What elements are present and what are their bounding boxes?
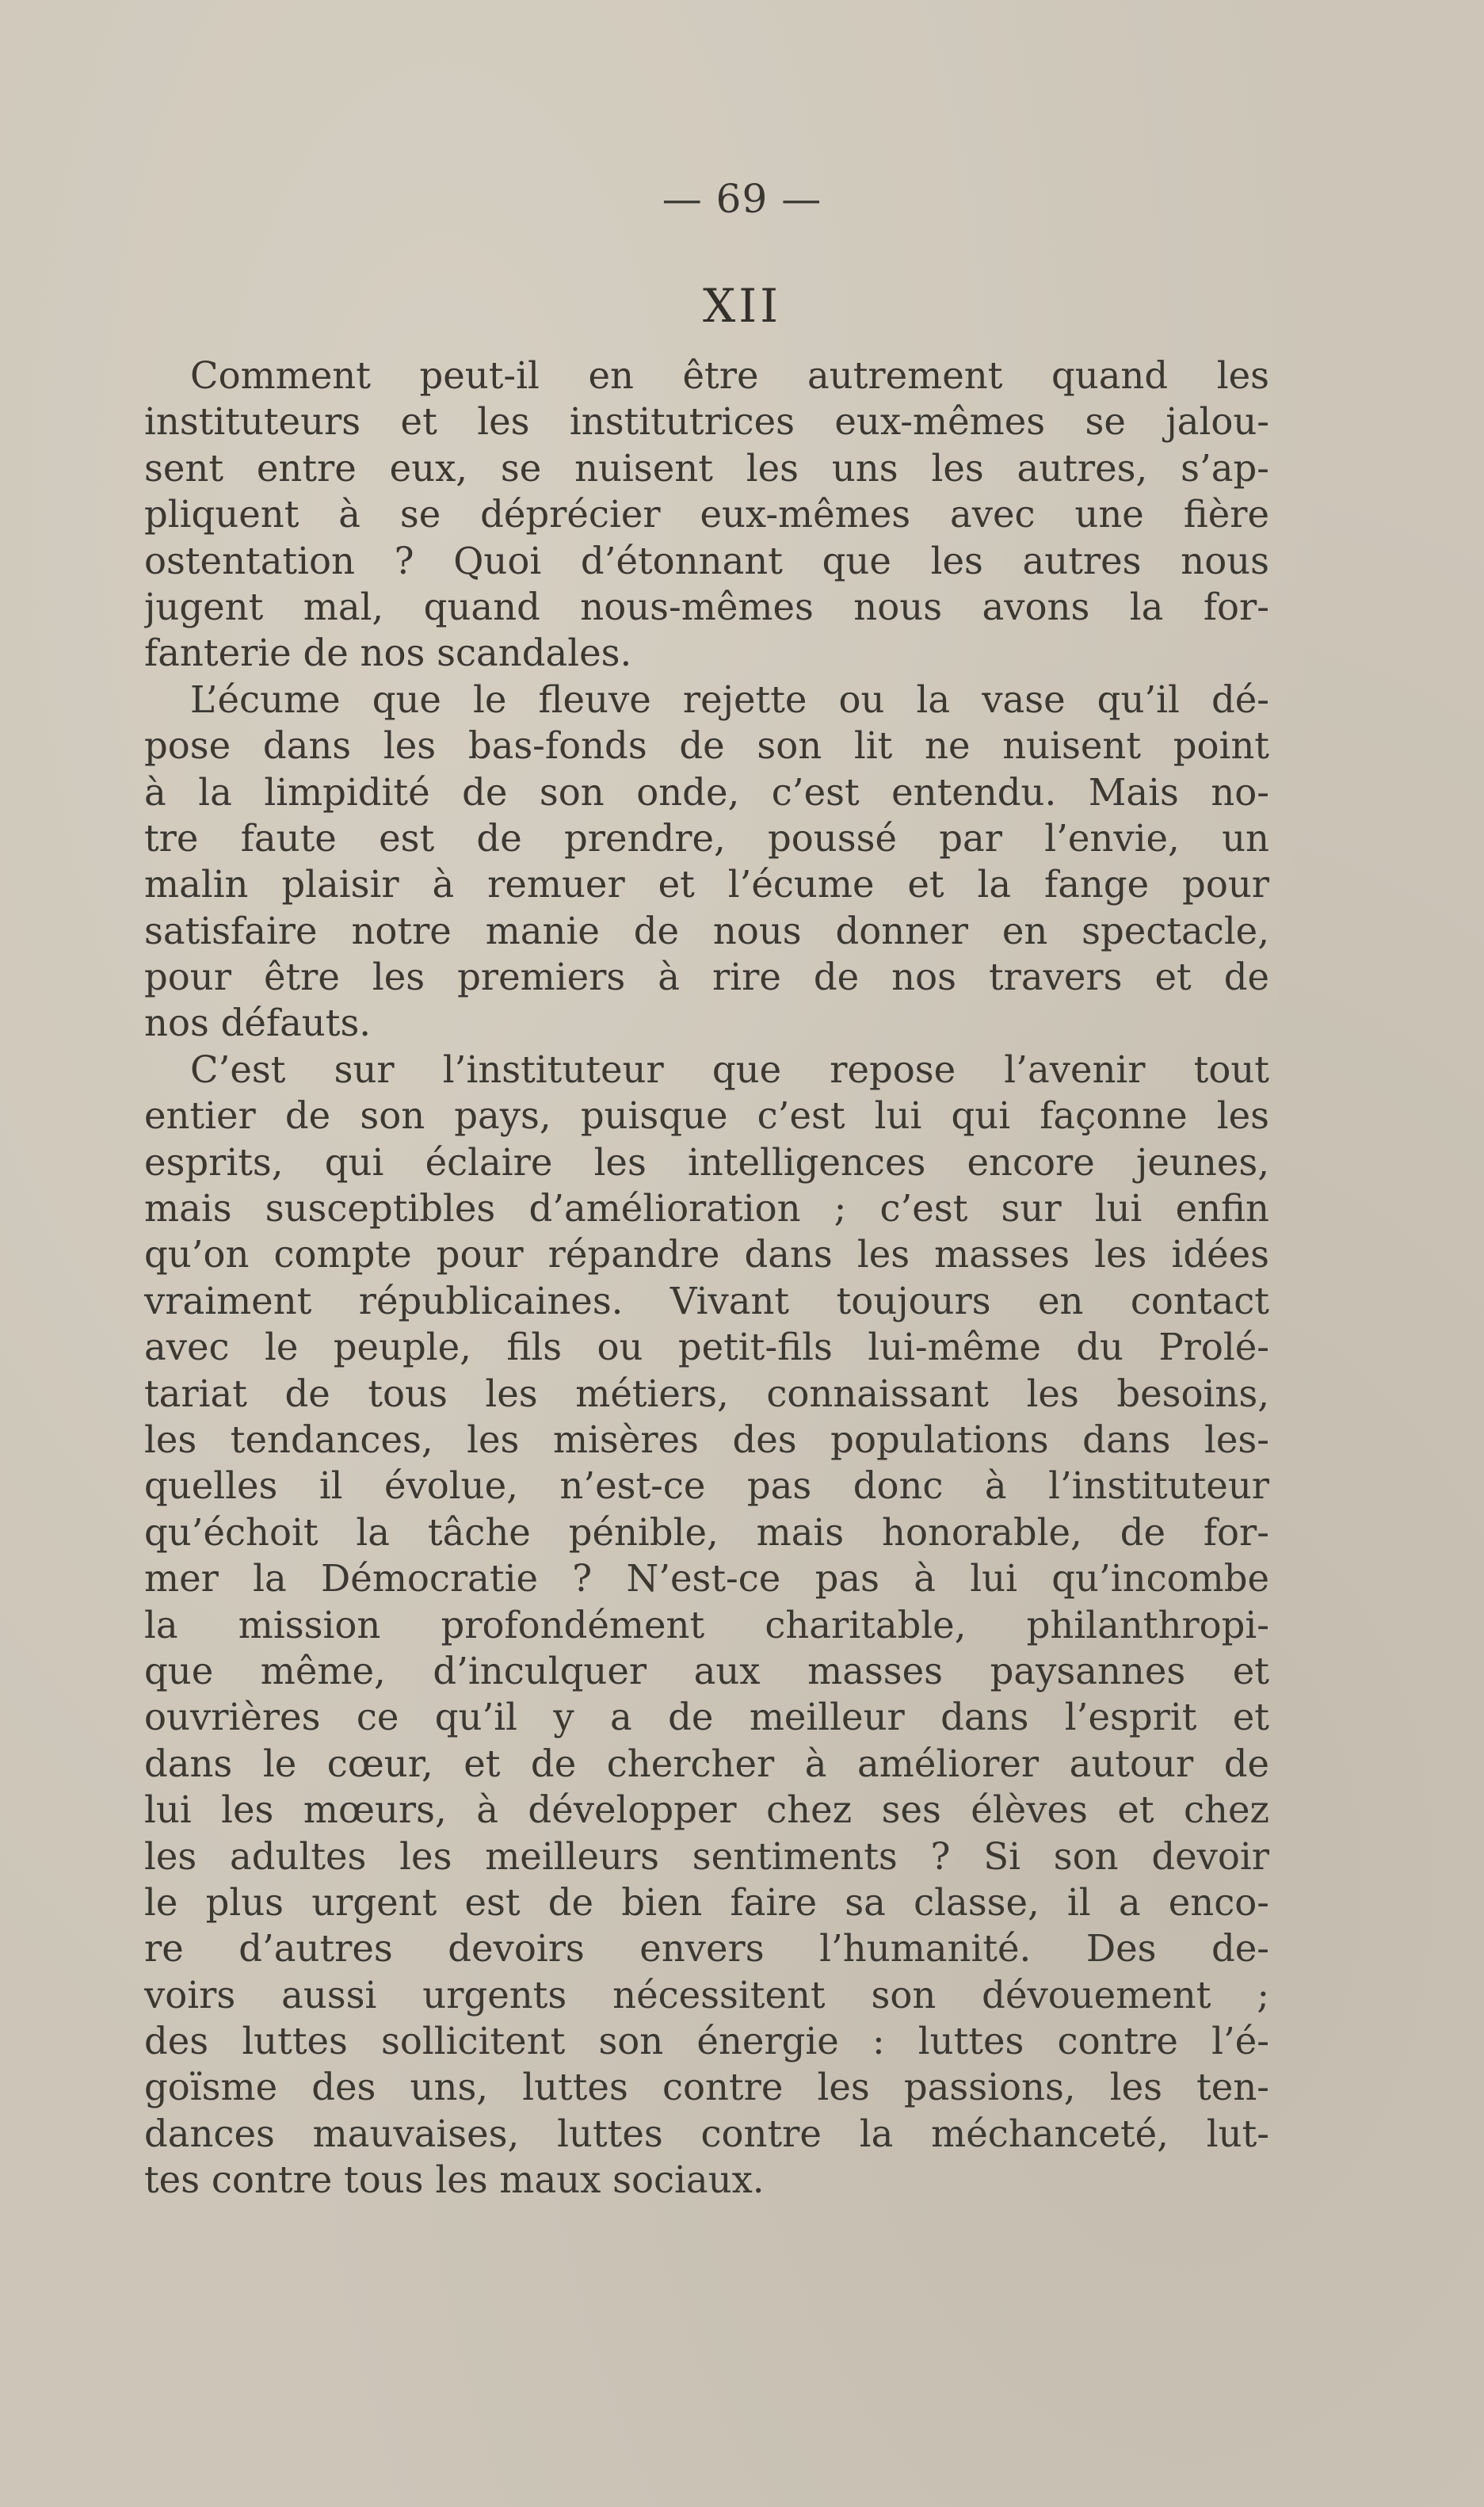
text-line: sent entre eux, se nuisent les uns les autres, s’ap- [144,446,1269,490]
chapter-heading: XII [702,279,782,333]
text-line: qu’échoit la tâche pénible, mais honorable, de for- [144,1510,1269,1554]
text-line: nos défauts. [144,1002,372,1045]
text-line: goïsme des uns, luttes contre les passions, les ten- [144,2066,1269,2109]
text-line: dans le cœur, et de chercher à améliorer autour de [144,1742,1269,1785]
text-line: esprits, qui éclaire les intelligences encore jeunes, [144,1140,1269,1184]
text-line: mais susceptibles d’amélioration ; c’est sur lui enfin [144,1187,1269,1231]
text-line: le plus urgent est de bien faire sa classe, il a enco- [144,1880,1269,1924]
text-line: des luttes sollicitent son énergie : luttes contre l’é- [144,2020,1269,2063]
text-line: satisfaire notre manie de nous donner en spectacle, [144,909,1269,952]
body-text [144,353,1269,2204]
text-line: pour être les premiers à rire de nos travers et de [144,956,1269,999]
text-line: lui les mœurs, à développer chez ses élèves et chez [144,1788,1269,1832]
text-line: mer la Démocratie ? N’est-ce pas à lui qu’incombe [144,1557,1269,1601]
text-line: les adultes les meilleurs sentiments ? Si son devoir [144,1834,1269,1878]
text-line: ostentation ? Quoi d’étonnant que les autres nous [144,539,1269,582]
text-line: jugent mal, quand nous-mêmes nous avons la for- [144,585,1269,628]
text-line: quelles il évolue, n’est-ce pas donc à l’instituteur [144,1464,1269,1508]
text-line: qu’on compte pour répandre dans les masses les idées [144,1233,1269,1276]
text-line: que même, d’inculquer aux masses paysannes et [144,1649,1269,1692]
text-line: les tendances, les misères des populations dans les- [144,1418,1269,1461]
text-line: entier de son pays, puisque c’est lui qui façonne les [144,1094,1269,1138]
text-line: pose dans les bas-fonds de son lit ne nuisent point [144,724,1269,768]
text-line: fanterie de nos scandales. [144,632,632,675]
text-line: tariat de tous les métiers, connaissant les besoins, [144,1372,1269,1415]
text-line: pliquent à se déprécier eux-mêmes avec une fière [144,493,1269,536]
text-line: tes contre tous les maux sociaux. [144,2158,765,2202]
page-number: — 69 — [662,176,822,222]
text-line: L’écume que le fleuve rejette ou la vase qu’il dé- [190,677,1269,721]
text-line: dances mauvaises, luttes contre la méchanceté, lut- [144,2112,1269,2155]
paragraph-2 [144,677,1269,1047]
paragraph-1 [144,353,1269,677]
text-line: malin plaisir à remuer et l’écume et la fange pour [144,863,1269,906]
text-line: instituteurs et les institutrices eux-mêmes se jalou- [144,400,1269,444]
text-line: avec le peuple, fils ou petit-fils lui-même du Prolé- [144,1326,1269,1369]
text-line: tre faute est de prendre, poussé par l’envie, un [144,816,1269,860]
text-line: à la limpidité de son onde, c’est entendu. Mais no- [144,770,1269,814]
text-line: Comment peut-il en être autrement quand les [190,354,1269,397]
text-line: C’est sur l’instituteur que repose l’avenir tout [190,1047,1269,1091]
text-line: la mission profondément charitable, philanthropi- [144,1603,1269,1647]
paragraph-3 [144,1047,1269,2204]
text-line: re d’autres devoirs envers l’humanité. Des de- [144,1927,1269,1971]
text-line: vraiment républicaines. Vivant toujours en contact [144,1279,1269,1322]
text-line: ouvrières ce qu’il y a de meilleur dans l’esprit et [144,1696,1269,1739]
text-line: voirs aussi urgents nécessitent son dévouement ; [144,1973,1269,2017]
